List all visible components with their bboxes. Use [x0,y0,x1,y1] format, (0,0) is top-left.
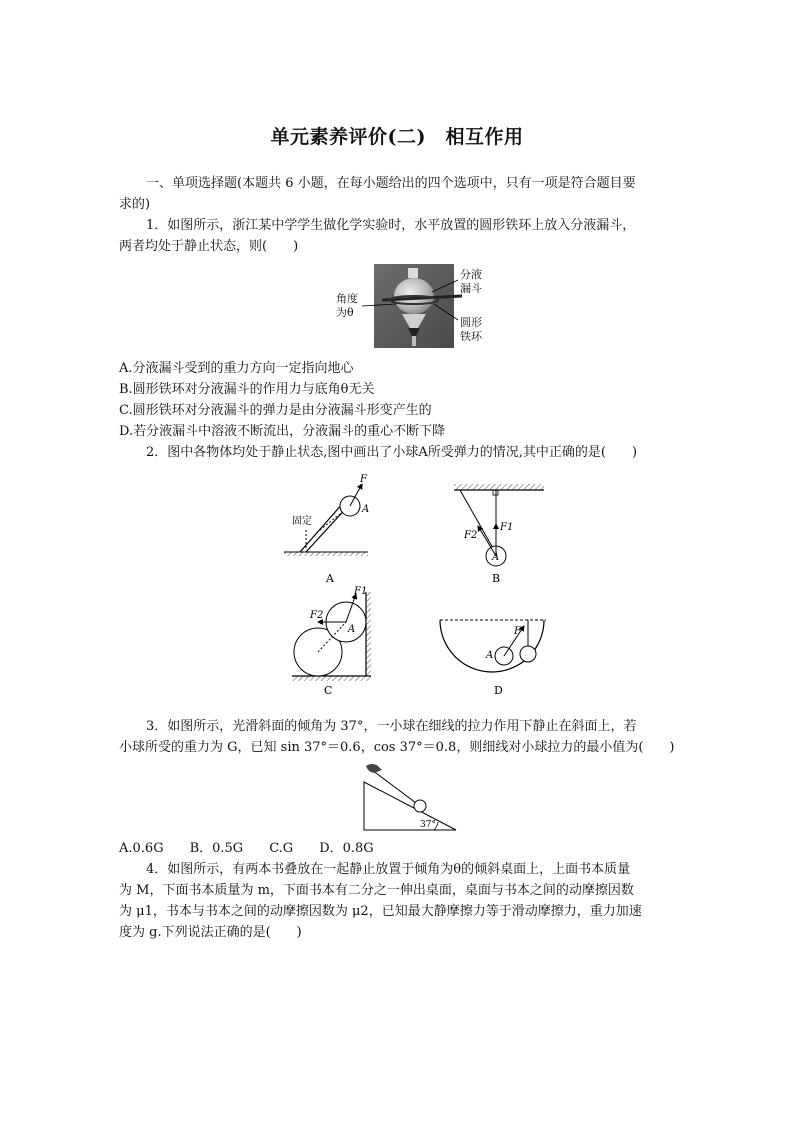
fig-d-force-label: F [514,626,521,637]
q1-option-c: C.圆形铁环对分液漏斗的弹力是由分液漏斗形变产生的 [119,403,432,418]
fig-d-ball-label: A [486,650,494,661]
fig-a-letter: A [326,572,334,585]
ring-label-2: 铁环 [460,330,482,343]
fig-b-letter: B [492,572,501,585]
q1-option-a: A.分液漏斗受到的重力方向一定指向地心 [119,361,354,376]
fig-c-f1-label: F1 [354,586,368,597]
q4-stem-line1: 4．如图所示，有两本书叠放在一起静止放置于倾角为θ的倾斜桌面上，上面书本质量 [146,862,631,877]
angle-label-2: 为θ [336,306,354,319]
angle-label-1: 角度 [336,292,358,305]
funnel-label-1: 分液 [460,268,482,281]
q1-stem-line2: 两者均处于静止状态，则( ) [119,239,299,254]
fig-a-ball-label: A [362,504,370,515]
fig-c-f2-label: F2 [310,610,324,621]
q1-option-d: D.若分液漏斗中溶液不断流出，分液漏斗的重心不断下降 [119,424,446,439]
q4-stem-line2: 为 M，下面书本质量为 m，下面书本有二分之一伸出桌面，桌面与书本之间的动摩擦因数 [119,883,634,898]
fig-a-fixed-label: 固定 [292,516,312,527]
q2-fig-a [284,474,369,585]
q1-stem-line1: 1．如图所示，浙江某中学学生做化学实验时，水平放置的圆形铁环上放入分液漏斗， [146,218,636,233]
q3-options: A.0.6G B．0.5G C.G D．0.8G [119,841,374,856]
q3-angle-label: 37° [420,820,436,830]
q4-stem-line4: 度为 g.下列说法正确的是( ) [119,925,302,940]
q3-figure [358,760,478,834]
q3-stem-line1: 3．如图所示，光滑斜面的倾角为 37°，一小球在细线的拉力作用下静止在斜面上，若 [146,719,637,734]
q2-stem: 2．图中各物体均处于静止状态,图中画出了小球A所受弹力的情况,其中正确的是( ) [146,445,638,460]
q1-option-b: B.圆形铁环对分液漏斗的作用力与底角θ无关 [119,382,375,397]
page-title: 单元素养评价(二) 相互作用 [270,126,524,148]
fig-d-letter: D [494,684,503,697]
fig-b-f2-label: F2 [464,530,478,541]
q1-figure [334,262,494,350]
q4-stem-line3: 为 μ1，书本与书本之间的动摩擦因数为 μ2，已知最大静摩擦力等于滑动摩擦力，重力加速 [119,904,642,919]
q2-fig-b [454,484,544,585]
q2-fig-c [292,586,371,697]
fig-c-letter: C [324,684,333,697]
fig-b-ball-label: A [492,552,500,563]
q3-stem-line2: 小球所受的重力为 G，已知 sin 37°＝0.6，cos 37°＝0.8，则细线对小球拉力的最小值为( ) [119,740,675,755]
fig-c-ball-label: A [348,624,356,635]
q2-figures [0,470,794,710]
funnel-label-2: 漏斗 [460,282,482,295]
q2-fig-d [440,620,546,697]
ring-label-1: 圆形 [460,316,482,329]
section-heading-line2: 求的) [119,197,151,212]
fig-a-force-label: F [360,474,367,485]
fig-b-f1-label: F1 [500,522,514,533]
section-heading-line1: 一、单项选择题(本题共 6 小题，在每小题给出的四个选项中，只有一项是符合题目要 [146,176,636,191]
